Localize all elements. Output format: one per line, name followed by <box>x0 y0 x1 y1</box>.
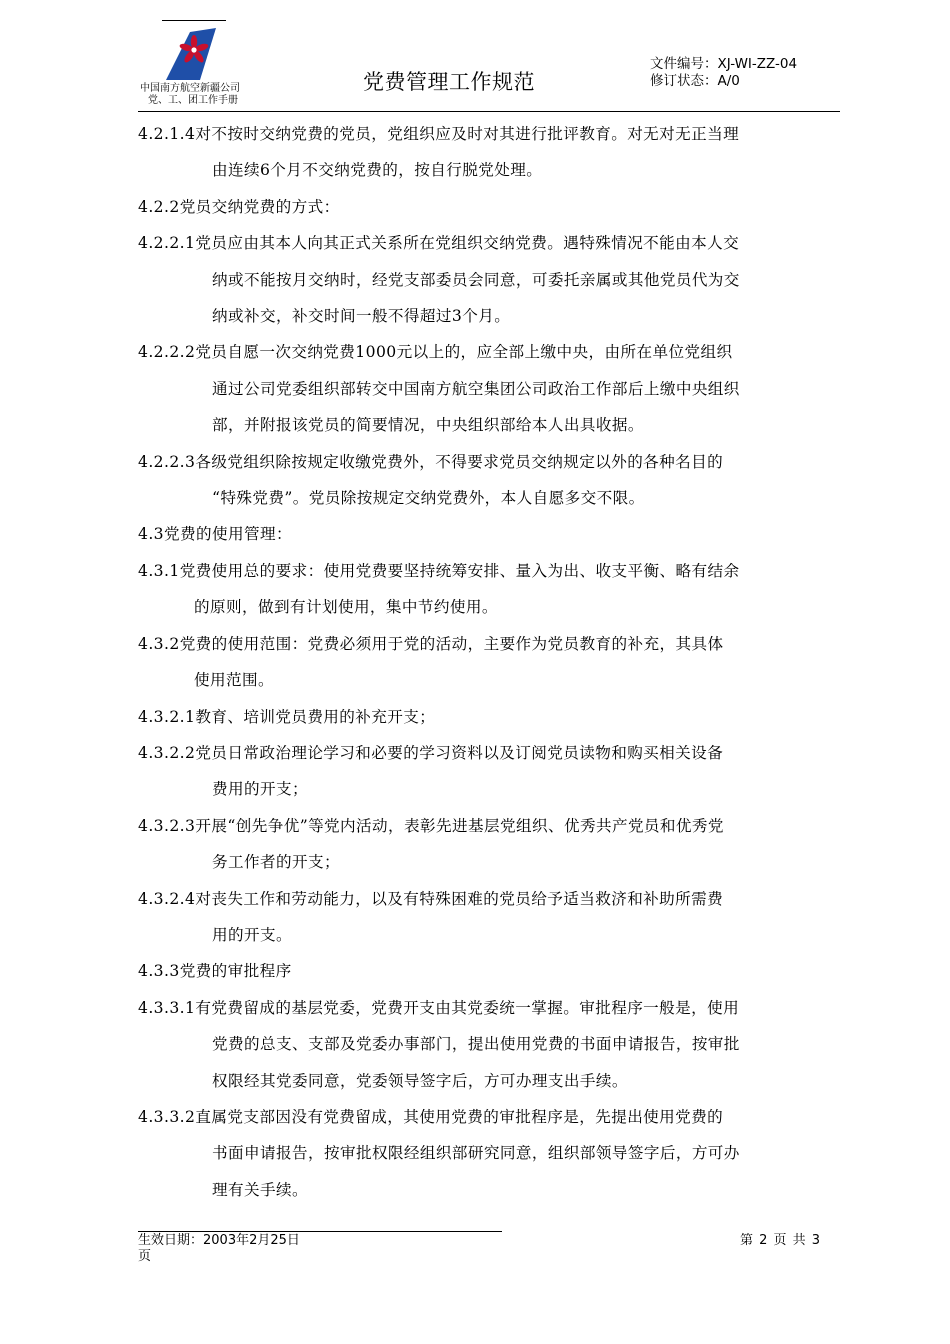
clause-number: 4.3 <box>138 525 164 544</box>
clause-continuation-line <box>138 771 852 807</box>
clause-first-line <box>138 953 852 989</box>
footer-rule <box>138 1231 502 1232</box>
company-line-1: 中国南方航空新疆公司 <box>140 83 240 94</box>
clause-paragraph <box>138 334 852 443</box>
company-line-2: 党、工、团工作手册 <box>148 95 238 106</box>
clause-text: 通过公司党委组织部转交中国南方航空集团公司政治工作部后上缴中央组织 <box>212 379 740 398</box>
clause-text: 纳或不能按月交纳时，经党支部委员会同意，可委托亲属或其他党员代为交 <box>212 270 740 289</box>
effective-date-text: 生效日期：2003年2月25日 <box>138 1233 300 1248</box>
clause-text: 党员交纳党费的方式： <box>179 197 340 216</box>
clause-first-line <box>138 1099 852 1135</box>
clause-continuation-line <box>138 589 852 625</box>
clause-first-line <box>138 189 852 225</box>
clause-first-line <box>138 626 852 662</box>
clause-text: 各级党组织除按规定收缴党费外，不得要求党员交纳规定以外的各种名目的 <box>195 452 724 471</box>
clause-text: 务工作者的开支； <box>212 853 340 872</box>
clause-text: 使用范围。 <box>194 671 274 690</box>
clause-text: 党费使用总的要求：使用党费要坚持统筹安排、量入为出、收支平衡、略有结余 <box>179 561 740 580</box>
clause-text: 党费的使用管理： <box>164 525 292 544</box>
clause-first-line <box>138 699 852 735</box>
clause-paragraph <box>138 225 852 334</box>
clause-number: 4.2.2.2 <box>138 343 196 362</box>
clause-first-line <box>138 881 852 917</box>
clause-continuation-line <box>138 662 852 698</box>
clause-text: 党费的总支、支部及党委办事部门，提出使用党费的书面申请报告，按审批 <box>212 1035 740 1054</box>
clause-number: 4.3.2.4 <box>138 889 196 908</box>
clause-continuation-line <box>138 152 852 188</box>
clause-paragraph <box>138 444 852 517</box>
clause-paragraph <box>138 116 852 189</box>
clause-paragraph <box>138 1099 852 1208</box>
china-southern-logo-icon <box>160 24 224 82</box>
document-body <box>138 116 852 1208</box>
clause-text: 党员日常政治理论学习和必要的学习资料以及订阅党员读物和购买相关设备 <box>195 743 724 762</box>
clause-number: 4.2.2.3 <box>138 452 196 471</box>
clause-continuation-line <box>138 844 852 880</box>
clause-text: 党员自愿一次交纳党费1000元以上的，应全部上缴中央，由所在单位党组织 <box>195 343 733 362</box>
clause-paragraph <box>138 990 852 1099</box>
clause-continuation-line <box>138 480 852 516</box>
clause-text: 开展“创先争优”等党内活动，表彰先进基层党组织、优秀共产党员和优秀党 <box>195 816 724 835</box>
company-name <box>140 83 240 107</box>
document-title: 党费管理工作规范 <box>363 70 535 94</box>
clause-paragraph <box>138 189 852 225</box>
clause-text: 教育、培训党员费用的补充开支； <box>195 707 436 726</box>
clause-first-line <box>138 334 852 370</box>
clause-paragraph <box>138 553 852 626</box>
header-top-rule <box>162 20 226 21</box>
document-number: 文件编号：XJ-WI-ZZ-04 <box>650 56 798 72</box>
clause-paragraph <box>138 808 852 881</box>
clause-number: 4.2.2 <box>138 197 180 216</box>
clause-text: 直属党支部因没有党费留成，其使用党费的审批程序是，先提出使用党费的 <box>195 1107 724 1126</box>
document-meta <box>650 56 797 90</box>
clause-continuation-line <box>138 371 852 407</box>
footer-page-info: 第 2 页 共 3 <box>740 1233 822 1248</box>
clause-paragraph <box>138 699 852 735</box>
clause-first-line <box>138 808 852 844</box>
clause-text: 党费的使用范围：党费必须用于党的活动，主要作为党员教育的补充，其具体 <box>179 634 724 653</box>
clause-text: 权限经其党委同意，党委领导签字后，方可办理支出手续。 <box>212 1071 628 1090</box>
clause-text: 对不按时交纳党费的党员，党组织应及时对其进行批评教育。对无对无正当理 <box>195 125 740 143</box>
clause-text: 的原则，做到有计划使用，集中节约使用。 <box>194 598 498 617</box>
clause-number: 4.3.2 <box>138 634 180 653</box>
clause-text: 对丧失工作和劳动能力，以及有特殊困难的党员给予适当救济和补助所需费 <box>195 889 724 908</box>
revision-status: 修订状态：A/0 <box>650 73 740 89</box>
clause-text: 部，并附报该党员的简要情况，中央组织部给本人出具收据。 <box>212 416 644 435</box>
clause-text: 书面申请报告，按审批权限经组织部研究同意，组织部领导签字后，方可办 <box>212 1144 740 1163</box>
clause-number: 4.3.2.2 <box>138 743 196 762</box>
clause-number: 4.3.2.3 <box>138 816 196 835</box>
clause-text: 纳或补交，补交时间一般不得超过3个月。 <box>212 307 511 326</box>
clause-number: 4.3.2.1 <box>138 707 196 726</box>
clause-first-line <box>138 116 852 152</box>
clause-number: 4.3.1 <box>138 561 180 580</box>
clause-paragraph <box>138 881 852 954</box>
clause-continuation-line <box>138 407 852 443</box>
clause-text: “特殊党费”。党员除按规定交纳党费外，本人自愿多交不限。 <box>212 489 645 508</box>
clause-number: 4.2.2.1 <box>138 234 196 253</box>
footer-effective-date <box>138 1233 300 1265</box>
clause-number: 4.2.1.4 <box>138 125 196 143</box>
clause-continuation-line <box>138 1063 852 1099</box>
clause-continuation-line <box>138 1026 852 1062</box>
effective-date-wrap: 页 <box>138 1249 152 1264</box>
clause-paragraph <box>138 735 852 808</box>
clause-first-line <box>138 990 852 1026</box>
clause-continuation-line <box>138 1135 852 1171</box>
clause-paragraph <box>138 626 852 699</box>
clause-number: 4.3.3.1 <box>138 998 196 1017</box>
clause-text: 用的开支。 <box>212 925 292 944</box>
clause-continuation-line <box>138 1172 852 1208</box>
clause-continuation-line <box>138 298 852 334</box>
clause-number: 4.3.3.2 <box>138 1107 196 1126</box>
clause-text: 有党费留成的基层党委，党费开支由其党委统一掌握。审批程序一般是，使用 <box>195 998 740 1017</box>
clause-text: 党费的审批程序 <box>179 962 292 981</box>
clause-paragraph <box>138 516 852 552</box>
clause-text: 理有关手续。 <box>212 1180 308 1199</box>
clause-first-line <box>138 553 852 589</box>
clause-paragraph <box>138 953 852 989</box>
clause-text: 由连续6个月不交纳党费的，按自行脱党处理。 <box>212 161 543 180</box>
clause-first-line <box>138 516 852 552</box>
clause-number: 4.3.3 <box>138 962 180 981</box>
clause-first-line <box>138 444 852 480</box>
clause-text: 党员应由其本人向其正式关系所在党组织交纳党费。遇特殊情况不能由本人交 <box>195 234 740 253</box>
clause-continuation-line <box>138 917 852 953</box>
clause-text: 费用的开支； <box>212 780 308 799</box>
clause-first-line <box>138 225 852 261</box>
clause-first-line <box>138 735 852 771</box>
clause-continuation-line <box>138 262 852 298</box>
header-rule <box>138 111 840 112</box>
